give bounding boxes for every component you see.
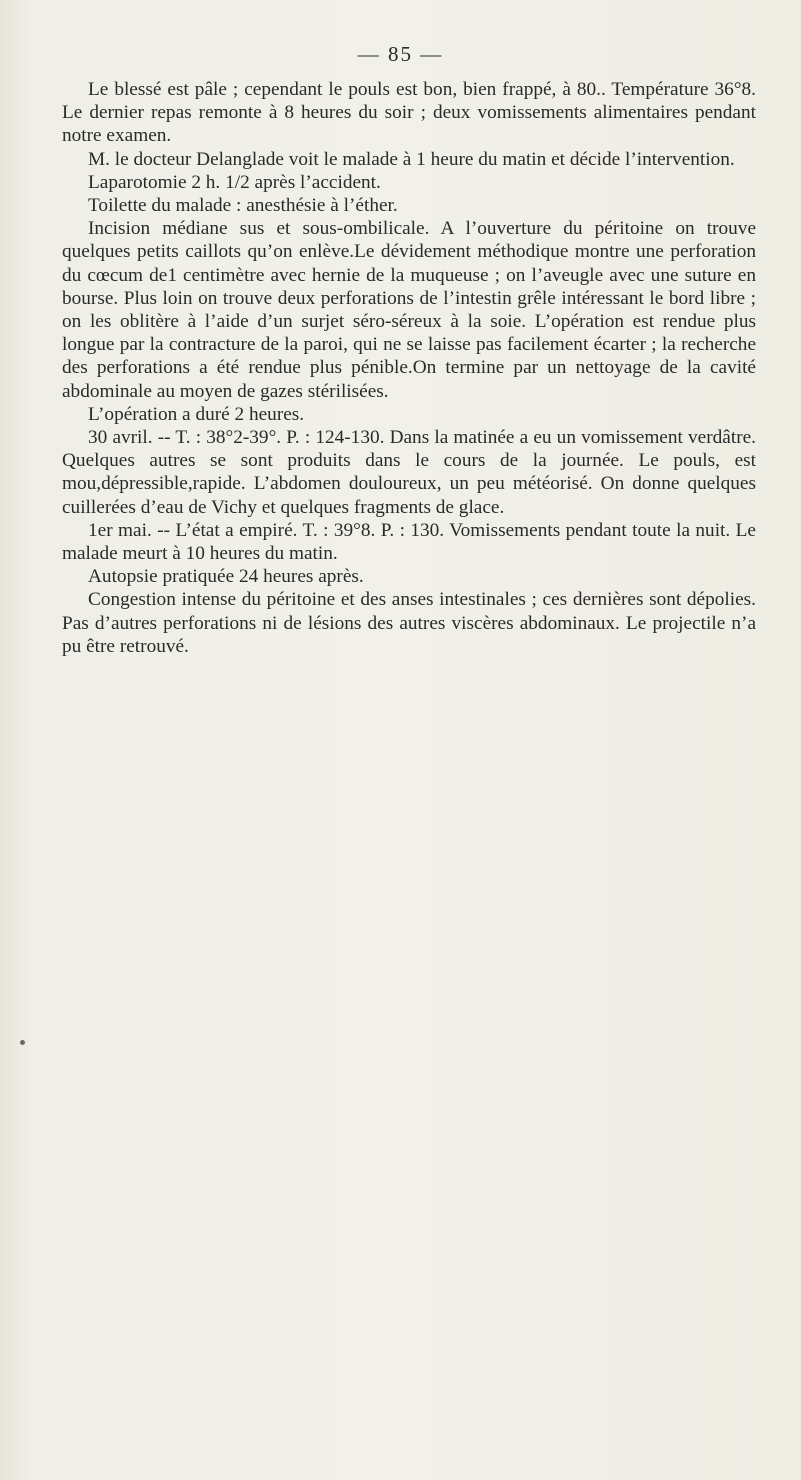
paragraph-april-30: 30 avril. -- T. : 38°2-39°. P. : 124-130. Dans la matinée a eu un vomissement verdâtre. Quelques autres se sont produits dans le cours de la journée. Le pouls, est mou,dépressible,rapide. L’abdomen douloureux, un peu météorisé. On donne quelques cuillerées d’eau de Vichy et quelques fragments de glace. [62,427,756,518]
paragraph-autopsy: Autopsie pratiquée 24 heures après. [88,566,364,588]
page-number: — 85 — [357,42,444,66]
paragraph-patient-condition: Le blessé est pâle ; cependant le pouls est bon, bien frappé, à 80.. Température 36°8. Le dernier repas remonte à 8 heures du soir ; deux vomissements alimentaires pendant notre examen. [62,79,756,147]
paragraph-anesthesia: Toilette du malade : anesthésie à l’éther. [88,195,398,217]
paragraph-may-1: 1er mai. -- L’état a empiré. T. : 39°8. P. : 130. Vomissements pendant toute la nuit. Le malade meurt à 10 heures du matin. [62,519,756,565]
paragraph-laparotomy: Laparotomie 2 h. 1/2 après l’accident. [88,171,381,193]
document-body [62,78,756,658]
paper-speck [20,1040,25,1045]
paragraph-duration: L’opération a duré 2 heures. [88,403,305,425]
paragraph-decision: M. le docteur Delanglade voit le malade à 1 heure du matin et décide l’intervention. [88,148,735,170]
paragraph-incision: Incision médiane sus et sous-ombilicale. A l’ouverture du péritoine on trouve quelques petits caillots qu’on enlève.Le dévidement méthodique montre une perforation du cœcum de1 centimètre avec hernie de la muqueuse ; on l’aveugle avec une suture en bourse. Plus loin on trouve deux perforations de l’intestin grêle intéressant le bord libre ; on les oblitère à l’aide d’un surjet séro-séreux à la soie. L’opération est rendue plus longue par la contracture de la paroi, qui ne se laisse pas facilement écarter ; la recherche des perforations a été rendue plus pénible.On termine par un nettoyage de la cavité abdominale au moyen de gazes stérilisées. [62,218,756,402]
paragraph-findings: Congestion intense du péritoine et des anses intestinales ; ces dernières sont dépolies. Pas d’autres perforations ni de lésions des autres viscères abdominaux. Le projectile n’a pu être retrouvé. [62,589,756,657]
